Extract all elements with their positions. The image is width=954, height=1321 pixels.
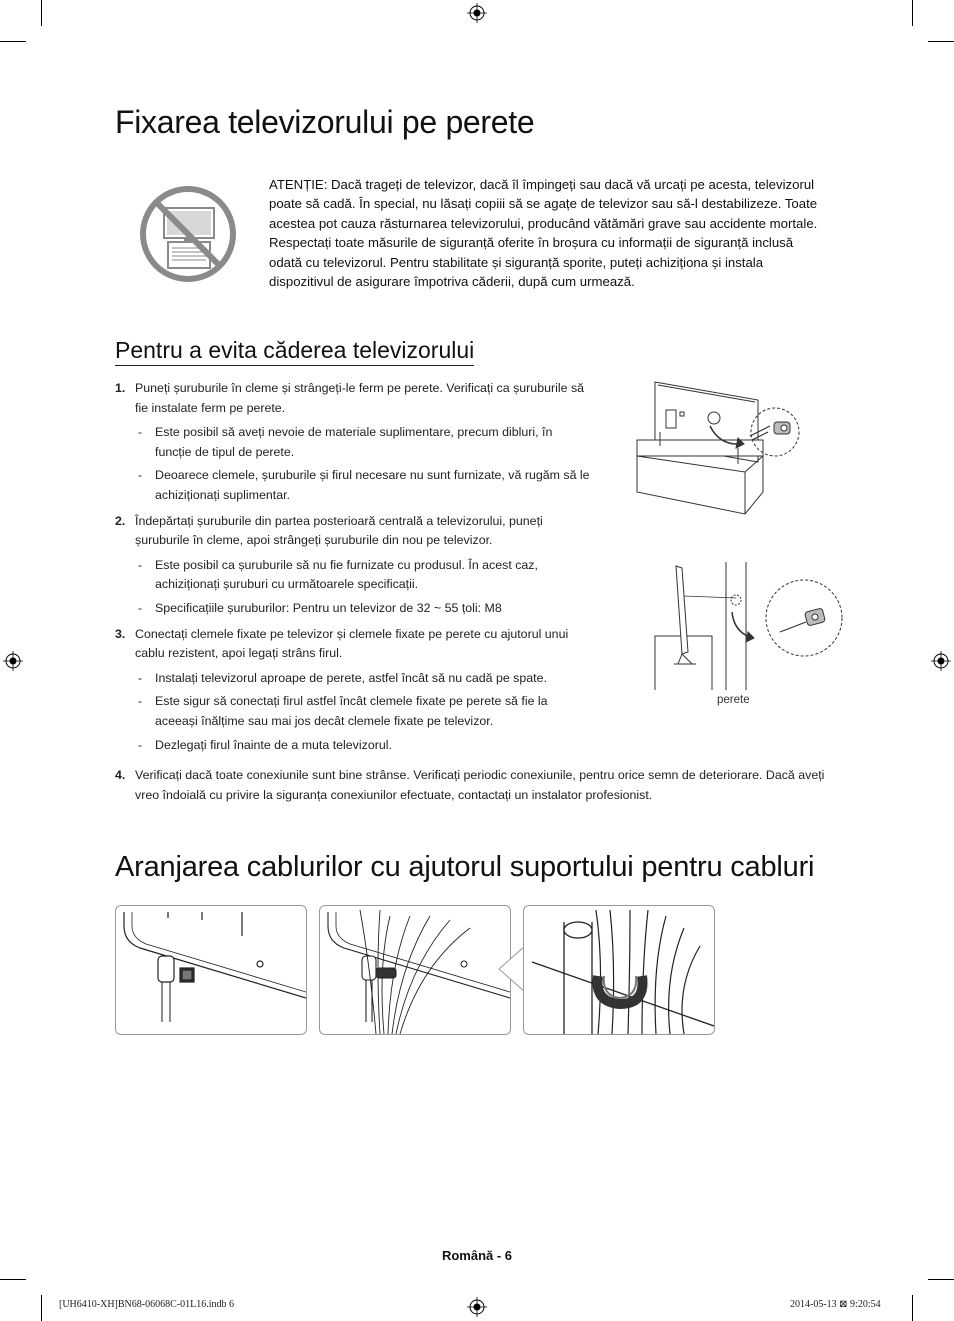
list-item: - Dezlegați firul înainte de a muta televizorul.	[135, 736, 590, 756]
page-title: Fixarea televizorului pe perete	[115, 104, 535, 140]
section-title-anti-fall: Pentru a evita căderea televizorului	[115, 336, 474, 366]
list-item	[115, 625, 590, 756]
registration-mark-icon	[3, 651, 23, 671]
list-item: - Deoarece clemele, șuruburile și firul necesare nu sunt furnizate, vă rugăm să le achiziționați suplimentar.	[135, 466, 590, 505]
prohibition-icon	[138, 184, 238, 284]
cable-holder-illustration-3	[524, 906, 714, 1034]
crop-mark	[0, 1279, 26, 1280]
step-text: Puneți șuruburile în cleme și strângeți-le ferm pe perete. Verificați ca șuruburile să fie instalate ferm pe perete.	[135, 381, 585, 415]
step-number: 3.	[115, 626, 126, 641]
list-item	[115, 512, 590, 619]
print-info-file: [UH6410-XH]BN68-06068C-01L16.indb 6	[59, 1299, 234, 1310]
cable-holder-illustration-2	[320, 906, 510, 1034]
list-item	[115, 766, 825, 805]
page-footer: Română - 6	[441, 1248, 513, 1263]
registration-mark-icon	[931, 651, 951, 671]
crop-mark	[0, 41, 26, 42]
step-number: 4.	[115, 768, 126, 782]
step-number: 2.	[115, 513, 126, 528]
print-info-date: 2014-05-13 ⊠ 9:20:54	[790, 1299, 881, 1310]
list-item: - Este posibil să aveți nevoie de materiale suplimentare, precum dibluri, în funcție de tipul de perete.	[135, 423, 590, 462]
crop-mark	[912, 0, 913, 26]
crop-mark	[41, 1295, 42, 1321]
warning-text: ATENȚIE: Dacă trageți de televizor, dacă îl împingeți sau dacă vă urcați pe acesta, televizorul poate să cadă. În special, nu lăsați copiii să se agațe de televizor sau să-l destabilizeze. Toate acestea pot cauza răsturnarea televizorului, producând vătămări grave sau accidente mortale. Respectați toate măsurile de siguranță oferite în broșura cu informații de siguranță inclusă odată cu televizorul. Pentru stabilitate și siguranță sporite, puteți achiziționa și instala dispozitivul de asigurare împotriva căderii, după cum urmează.	[269, 177, 818, 290]
crop-mark	[41, 0, 42, 26]
list-item: - Instalați televizorul aproape de perete, astfel încât să nu cadă pe spate.	[135, 669, 590, 689]
list-item: - Este posibil ca șuruburile să nu fie furnizate cu produsul. În acest caz, achiziționați șuruburi cu următoarele specificații.	[135, 556, 590, 595]
registration-mark-icon	[467, 1297, 487, 1317]
step-text: Îndepărtați șuruburile din partea posterioară centrală a televizorului, puneți șuruburile în cleme, apoi strângeți șuruburile din nou pe televizor.	[135, 513, 543, 548]
list-item	[115, 379, 590, 506]
crop-mark	[928, 1279, 954, 1280]
cable-holder-panel-3	[523, 905, 715, 1035]
tv-back-illustration	[630, 374, 810, 522]
cable-holder-illustration-1	[116, 906, 306, 1034]
step-text: Conectați clemele fixate pe televizor și clemele fixate pe perete cu ajutorul unui cablu rezistent, apoi legați strâns firul.	[135, 626, 569, 661]
registration-mark-icon	[467, 3, 487, 23]
tv-wall-illustration	[652, 560, 852, 694]
step-text: Verificați dacă toate conexiunile sunt bine strânse. Verificați periodic conexiunile, pentru orice semn de deteriorare. Dacă aveți vreo îndoială cu privire la siguranța conexiunilor efectuate, contactați un instalator profesionist.	[135, 768, 825, 802]
crop-mark	[912, 1295, 913, 1321]
wall-label: perete	[717, 694, 750, 706]
cable-holder-panel-2	[319, 905, 511, 1035]
cable-holder-panel-1	[115, 905, 307, 1035]
steps-list	[115, 379, 590, 761]
step-number: 1.	[115, 381, 126, 395]
crop-mark	[928, 41, 954, 42]
list-item: - Este sigur să conectați firul astfel încât clemele fixate pe perete să fie la aceeași înălțime sau mai jos decât clemele fixate pe televizor.	[135, 692, 590, 731]
section-title-cable-holder: Aranjarea cablurilor cu ajutorul suportului pentru cabluri	[115, 851, 815, 883]
list-item: - Specificațiile șuruburilor: Pentru un televizor de 32 ~ 55 țoli: M8	[135, 599, 590, 619]
